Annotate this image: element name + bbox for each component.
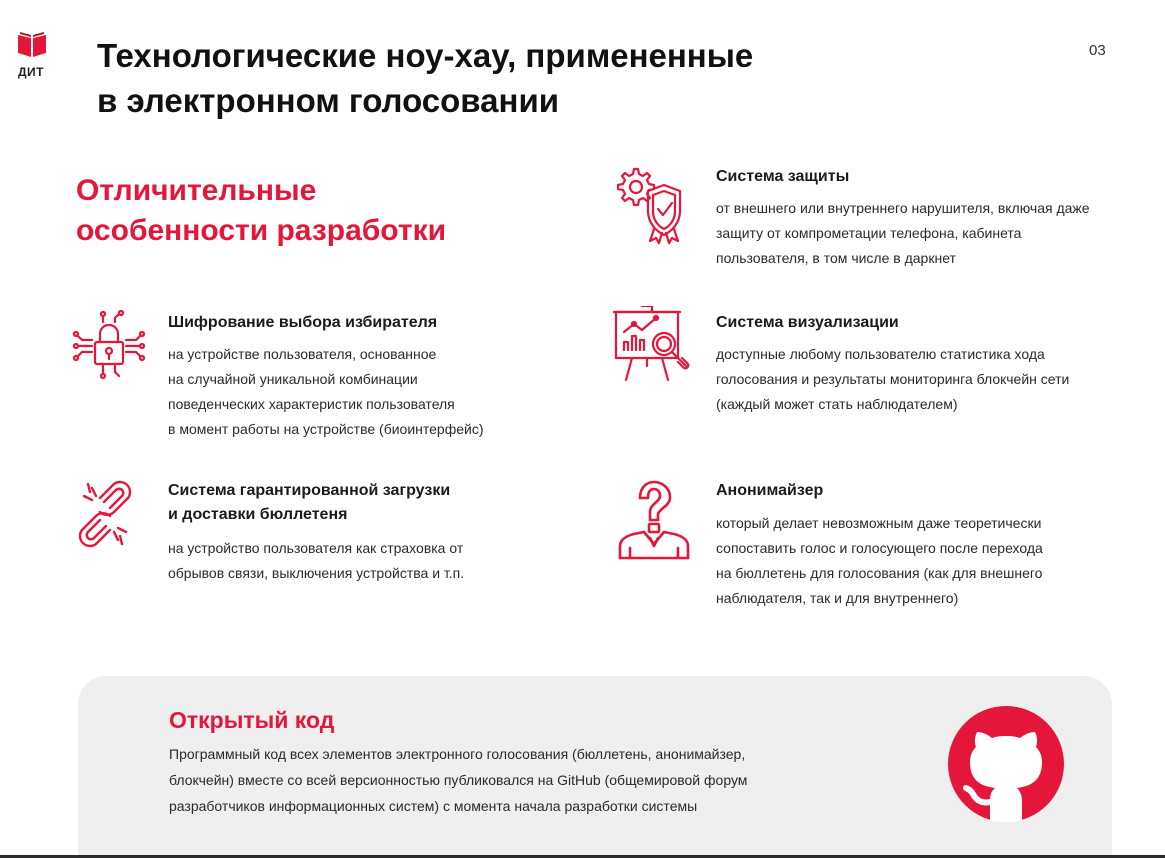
feature-anonymizer-line: на бюллетень для голосования (как для внешнего (716, 565, 1043, 581)
feature-delivery-text (168, 536, 464, 586)
section-subtitle (76, 171, 446, 251)
feature-encryption-text (168, 342, 484, 442)
feature-anonymizer-title: Анонимайзер (716, 482, 824, 499)
logo (17, 32, 49, 80)
feature-security (614, 165, 1159, 275)
broken-chain-icon (70, 478, 140, 553)
question-person-icon (614, 478, 694, 562)
book-logo-icon (17, 32, 47, 58)
feature-security-title: Система защиты (716, 168, 850, 185)
logo-text: ДИТ (18, 65, 45, 79)
section-subtitle-line-2: особенности разработки (76, 214, 447, 247)
feature-visualization-line: (каждый может стать наблюдателем) (716, 396, 958, 412)
feature-delivery-title (168, 479, 450, 527)
feature-visualization-line: доступные любому пользователю статистика хода (716, 346, 1045, 362)
section-subtitle-line-1: Отличительные (76, 174, 317, 207)
feature-encryption-line: поведенческих характеристик пользователя (168, 396, 455, 412)
feature-security-line: защиту от компрометации телефона, кабинета (716, 225, 1022, 241)
page-number: 03 (1089, 42, 1106, 59)
open-code-line: блокчейн) вместе со всей версионностью публиковался на GitHub (общемировой форум (169, 772, 748, 788)
feature-delivery-line: обрывов связи, выключения устройства и т.п. (168, 565, 465, 581)
feature-encryption (70, 310, 570, 440)
feature-encryption-line: на случайной уникальной комбинации (168, 371, 418, 387)
page-title (97, 33, 997, 123)
chart-board-magnifier-icon (612, 306, 696, 386)
feature-anonymizer-text (716, 511, 1043, 611)
feature-visualization-title: Система визуализации (716, 314, 899, 331)
page-title-line-2: в электронном голосовании (97, 82, 560, 119)
feature-encryption-title: Шифрование выбора избирателя (168, 314, 438, 331)
feature-anonymizer (614, 478, 1159, 618)
open-code-line: Программный код всех элементов электронного голосования (бюллетень, анонимайзер, (169, 746, 746, 762)
feature-security-line: от внешнего или внутреннего нарушителя, включая даже (716, 200, 1090, 216)
github-icon (946, 704, 1066, 824)
feature-delivery-title-line-2: и доставки бюллетеня (168, 506, 348, 523)
open-code-line: разработчиков информационных систем) с момента начала разработки системы (169, 798, 698, 814)
feature-anonymizer-line: который делает невозможным даже теоретически (716, 515, 1042, 531)
feature-security-line: пользователя, в том числе в даркнет (716, 250, 956, 266)
feature-delivery-line: на устройство пользователя как страховка от (168, 540, 464, 556)
feature-security-text (716, 196, 1090, 271)
feature-anonymizer-line: сопоставить голос и голосующего после перехода (716, 540, 1043, 556)
gear-shield-icon (614, 165, 694, 245)
page-title-line-1: Технологические ноу-хау, примененные (97, 37, 754, 74)
feature-visualization-line: голосования и результаты мониторинга блокчейн сети (716, 371, 1070, 387)
feature-visualization-text (716, 342, 1069, 417)
open-code-text (169, 741, 747, 819)
feature-delivery-title-line-1: Система гарантированной загрузки (168, 482, 451, 499)
circuit-lock-icon (70, 310, 148, 380)
open-code-title: Открытый код (169, 707, 335, 733)
feature-anonymizer-line: наблюдателя, так и для внутреннего) (716, 590, 959, 606)
open-code-panel (78, 676, 1112, 858)
feature-delivery (70, 478, 570, 588)
feature-encryption-line: в момент работы на устройстве (биоинтерфейс) (168, 421, 484, 437)
feature-encryption-line: на устройстве пользователя, основанное (168, 346, 437, 362)
feature-visualization (612, 306, 1157, 416)
